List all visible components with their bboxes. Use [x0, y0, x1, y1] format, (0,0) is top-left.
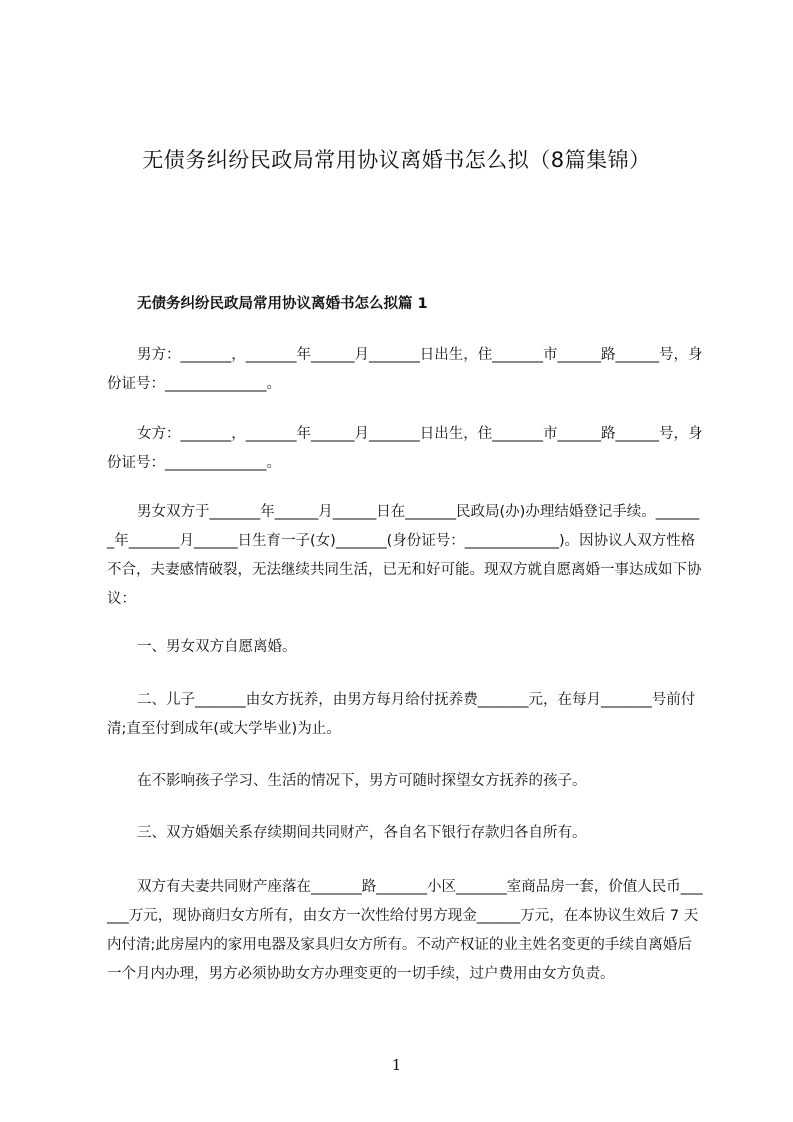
paragraph-visitation: 在不影响孩子学习、生活的情况下，男方可随时探望女方抚养的孩子。	[137, 773, 587, 789]
paragraph-clause-two: 二、儿子_______由女方抚养，由男方每月给付抚养费_______元，在每月_______号前付清;直至付到成年(或大学毕业)为止。	[107, 692, 696, 737]
paragraph-male-party: 男方：_______，_______年______月_______日出生，住_______市______路______号，身份证号：______________。	[107, 347, 703, 392]
paragraph-clause-one: 一、男女双方自愿离婚。	[137, 639, 297, 655]
document-title: 无债务纠纷民政局常用协议离婚书怎么拟（8篇集锦）	[142, 148, 651, 172]
section-heading: 无债务纠纷民政局常用协议离婚书怎么拟篇 1	[137, 296, 428, 312]
page-number: 1	[391, 1056, 402, 1074]
paragraph-marriage-registration: 男女双方于_______年______月______日在_______民政局(办)办理结婚登记手续。_______年_______月______日生育一子(女)_______(身份证号：_____________)。因协议人双方性格不合，夫妻感情破裂，无法继续共同生活，已无和好可能。现双方就自愿离婚一事达成如下协议：	[107, 504, 702, 607]
paragraph-female-party: 女方：_______，_______年______月_______日出生，住_______市______路______号，身份证号：______________。	[107, 426, 703, 471]
paragraph-clause-three: 三、双方婚姻关系存续期间共同财产，各自名下银行存款归各自所有。	[137, 825, 587, 841]
paragraph-property: 双方有夫妻共同财产座落在_______路_______小区_______室商品房一套，价值人民币______万元，现协商归女方所有，由女方一次性给付男方现金______万元，在本协议生效后 7 天内付清;此房屋内的家用电器及家具归女方所有。不动产权证的业主姓名变更的手续自离婚后一个月内办理，男方必须协助女方办理变更的一切手续，过户费用由女方负责。	[107, 879, 703, 982]
